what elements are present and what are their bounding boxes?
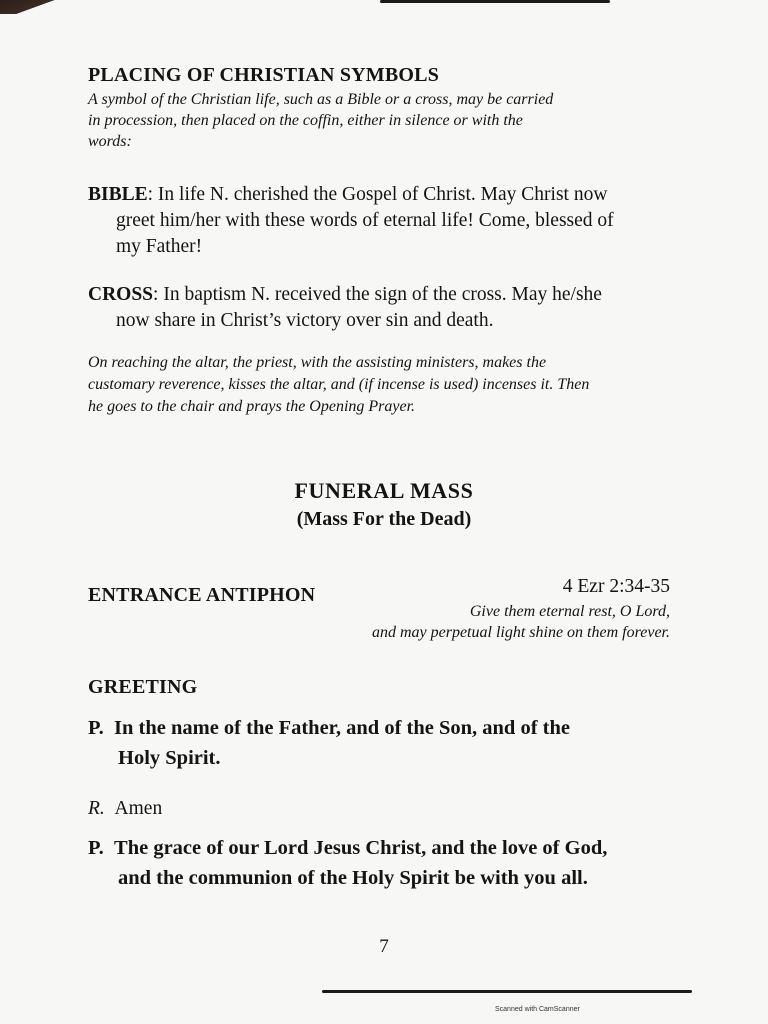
cross-text: : In baptism N. received the sign of the cross. May he/she — [153, 284, 602, 305]
rubric-line: On reaching the altar, the priest, with the assisting ministers, makes the — [88, 354, 547, 371]
antiphon-line: Give them eternal rest, O Lord, — [469, 603, 670, 620]
priest-marker: P. — [88, 837, 104, 859]
mass-title-block — [0, 478, 768, 531]
symbols-heading: PLACING OF CHRISTIAN SYMBOLS — [88, 64, 440, 86]
scanner-watermark: Scanned with CamScanner — [495, 1006, 580, 1013]
antiphon-text — [88, 601, 678, 643]
greeting-p2-text: The grace of our Lord Jesus Christ, and the love of God, — [114, 837, 608, 859]
page-edge-shadow — [0, 0, 60, 14]
antiphon-heading: ENTRANCE ANTIPHON — [88, 584, 316, 606]
bible-text: greet him/her with these words of eternal life! Come, blessed of — [116, 210, 614, 231]
rubric-line: customary reverence, kisses the altar, and (if incense is used) incenses it. Then — [88, 376, 590, 393]
antiphon-reference: 4 Ezr 2:34-35 — [562, 576, 670, 597]
symbols-section — [88, 64, 678, 152]
symbols-intro-line: in procession, then placed on the coffin, either in silence or with the — [88, 112, 523, 129]
greeting-p2 — [88, 833, 678, 893]
antiphon-line: and may perpetual light shine on them forever. — [371, 624, 670, 641]
bible-text: my Father! — [116, 236, 203, 257]
greeting-heading: GREETING — [88, 676, 198, 698]
mass-subtitle: (Mass For the Dead) — [296, 508, 472, 530]
greeting-section — [88, 676, 678, 699]
symbols-intro — [88, 89, 678, 152]
response-marker: R. — [88, 798, 105, 819]
symbols-intro-line: A symbol of the Christian life, such as a Bible or a cross, may be carried — [88, 91, 554, 108]
page-number: 7 — [379, 936, 389, 957]
greeting-p2-text: and the communion of the Holy Spirit be with you all. — [118, 867, 588, 889]
response-text: Amen — [114, 798, 163, 819]
bible-paragraph — [88, 182, 678, 260]
symbols-intro-line: words: — [88, 133, 132, 150]
altar-rubric — [88, 352, 678, 418]
mass-title: FUNERAL MASS — [294, 478, 474, 503]
cross-label: CROSS — [88, 284, 154, 305]
antiphon-section — [88, 574, 678, 643]
greeting-p1-text: Holy Spirit. — [118, 747, 221, 769]
greeting-p1-text: In the name of the Father, and of the Son, and of the — [114, 717, 570, 739]
bible-label: BIBLE — [88, 184, 148, 205]
priest-marker: P. — [88, 717, 104, 739]
top-rule — [380, 0, 610, 3]
rubric-line: he goes to the chair and prays the Opening Prayer. — [88, 398, 416, 415]
cross-paragraph — [88, 282, 678, 334]
bible-text: : In life N. cherished the Gospel of Christ. May Christ now — [147, 184, 608, 205]
bottom-rule — [322, 990, 692, 993]
greeting-response — [88, 796, 678, 822]
cross-text: now share in Christ’s victory over sin and death. — [116, 310, 494, 331]
greeting-p1 — [88, 713, 678, 773]
